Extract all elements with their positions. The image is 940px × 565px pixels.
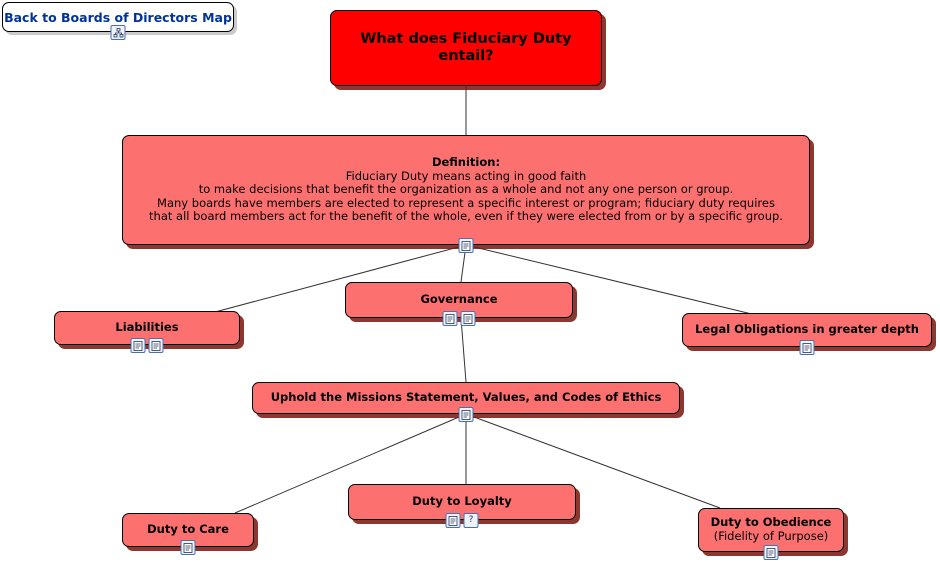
note-icon[interactable] <box>149 338 164 353</box>
sitemap-icon[interactable] <box>111 25 126 40</box>
node-duty-to-loyalty-label: Duty to Loyalty <box>412 494 512 509</box>
edge-governance-uphold <box>461 318 466 382</box>
note-icon[interactable] <box>446 513 461 528</box>
note-icon[interactable] <box>461 311 476 326</box>
node-governance[interactable] <box>345 282 573 318</box>
definition-line-2: to make decisions that benefit the organization as a whole and not any one person or group. <box>198 182 734 197</box>
note-icon[interactable] <box>131 338 146 353</box>
duty-obedience-badges <box>764 545 779 560</box>
node-legal-obligations[interactable] <box>682 313 932 347</box>
duty-care-badges <box>181 540 196 555</box>
note-icon[interactable] <box>459 407 474 422</box>
governance-badges <box>443 311 476 326</box>
node-liabilities[interactable] <box>54 311 240 345</box>
node-duty-to-obedience-label: Duty to Obedience <box>710 515 832 530</box>
node-root-label: What does Fiduciary Duty entail? <box>360 30 572 64</box>
legal-obligations-badges <box>800 340 815 355</box>
node-root[interactable] <box>330 10 602 86</box>
node-duty-to-obedience[interactable] <box>698 508 844 552</box>
node-duty-to-care[interactable] <box>122 513 254 547</box>
definition-line-1: Fiduciary Duty means acting in good faith <box>345 168 587 183</box>
help-icon[interactable]: ? <box>464 513 479 528</box>
note-icon[interactable] <box>764 545 779 560</box>
node-uphold-mission-label: Uphold the Missions Statement, Values, and Codes of Ethics <box>270 390 662 405</box>
definition-title: Definition: <box>431 155 501 170</box>
note-icon[interactable] <box>181 540 196 555</box>
definition-line-3: Many boards have members are elected to represent a specific interest or program; fiduciary duty requires <box>157 195 775 210</box>
node-duty-to-obedience-sub: (Fidelity of Purpose) <box>713 529 829 543</box>
node-governance-label: Governance <box>420 292 498 307</box>
duty-loyalty-badges <box>446 513 479 528</box>
back-link-badges <box>111 25 126 40</box>
note-icon[interactable] <box>800 340 815 355</box>
liabilities-badges <box>131 338 164 353</box>
uphold-badges <box>459 407 474 422</box>
definition-line-4: that all board members act for the benefit of the whole, even if they were elected from or by a specific group. <box>149 209 783 224</box>
note-icon[interactable] <box>443 311 458 326</box>
note-icon[interactable] <box>459 238 474 253</box>
node-uphold-mission[interactable] <box>252 382 680 414</box>
back-link-label: Back to Boards of Directors Map <box>4 9 232 25</box>
node-liabilities-label: Liabilities <box>115 320 179 335</box>
back-to-boards-link[interactable] <box>2 2 234 32</box>
node-definition[interactable] <box>122 135 810 245</box>
node-legal-obligations-label: Legal Obligations in greater depth <box>695 322 919 337</box>
node-duty-to-care-label: Duty to Care <box>147 522 229 537</box>
node-duty-to-loyalty[interactable] <box>348 484 576 525</box>
definition-badges <box>459 238 474 253</box>
